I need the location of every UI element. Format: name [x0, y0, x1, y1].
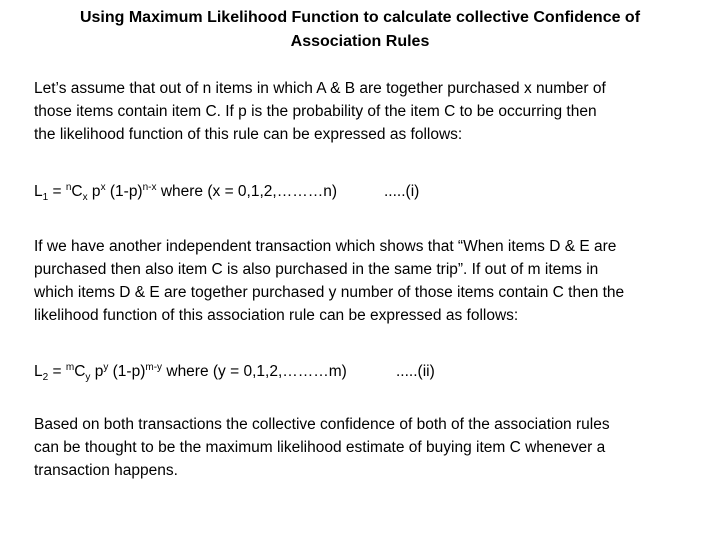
paragraph-line: Based on both transactions the collective confidence of both of the association rules [34, 416, 610, 433]
formula-superscript: y [103, 362, 109, 373]
paragraph-line: likelihood function of this association rule can be expressed as follows: [34, 307, 519, 324]
formula-symbol: p [90, 363, 104, 380]
formula-superscript: n [65, 182, 72, 193]
paragraph-line: the likelihood function of this rule can be expressed as follows: [34, 126, 463, 143]
formula-condition: where (y = 0,1,2,………m) [162, 363, 347, 380]
formula-superscript: n-x [142, 182, 157, 193]
formula-equals: = [48, 363, 66, 380]
paragraph-line: purchased then also item C is also purchased in the same trip”. If out of m items in [34, 261, 599, 278]
formula-subscript: 2 [42, 372, 49, 383]
equation-number-1: .....(i) [384, 183, 420, 200]
slide-title [30, 6, 690, 54]
formula-symbol: (1-p) [105, 183, 143, 200]
formula-symbol: L [34, 363, 43, 380]
formula-symbol: C [74, 363, 86, 380]
paragraph-line: which items D & E are together purchased y number of those items contain C then the [34, 284, 625, 301]
formula-subscript: y [85, 372, 91, 383]
formula-condition: where (x = 0,1,2,………n) [156, 183, 337, 200]
formula-superscript: x [100, 182, 106, 193]
formula-subscript: 1 [42, 192, 49, 203]
paragraph-intro [34, 77, 706, 146]
formula-symbol: C [71, 183, 83, 200]
paragraph-line: transaction happens. [34, 462, 178, 479]
formula-subscript: x [82, 192, 88, 203]
likelihood-formula-2 [34, 360, 347, 383]
likelihood-formula-1 [34, 180, 337, 203]
paragraph-second-transaction [34, 235, 706, 327]
formula-equals: = [48, 183, 66, 200]
paragraph-line: those items contain item C. If p is the probability of the item C to be occurring then [34, 103, 597, 120]
formula-symbol: p [87, 183, 101, 200]
formula-superscript: m-y [145, 362, 163, 373]
title-line-1: Using Maximum Likelihood Function to calculate collective Confidence of [79, 9, 641, 26]
equation-number-2: .....(ii) [396, 363, 435, 380]
paragraph-line: Let’s assume that out of n items in which A & B are together purchased x number of [34, 80, 606, 97]
title-line-2: Association Rules [290, 33, 430, 50]
paragraph-line: can be thought to be the maximum likelihood estimate of buying item C whenever a [34, 439, 606, 456]
formula-symbol: L [34, 183, 43, 200]
formula-symbol: (1-p) [108, 363, 146, 380]
paragraph-conclusion [34, 413, 706, 482]
paragraph-line: If we have another independent transaction which shows that “When items D & E are [34, 238, 617, 255]
formula-superscript: m [65, 362, 75, 373]
